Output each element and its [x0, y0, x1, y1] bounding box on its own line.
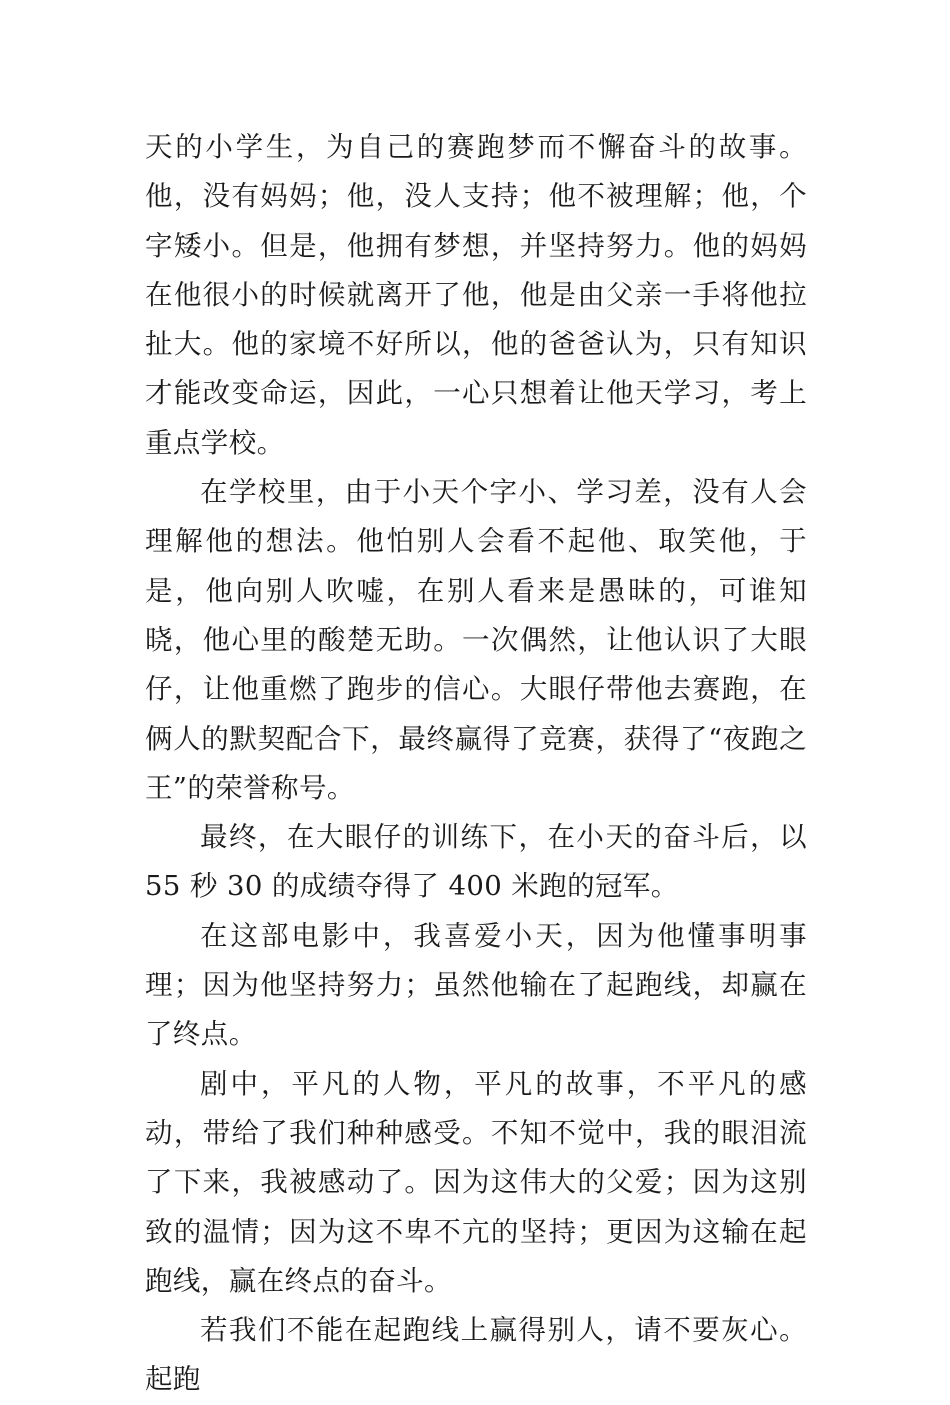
paragraph-2: 在学校里，由于小天个字小、学习差，没有人会理解他的想法。他怕别人会看不起他、取笑他，于是，他向别人吹嘘，在别人看来是愚昧的，可谁知晓，他心里的酸楚无助。一次偶然，让他认识了大眼仔，让他重燃了跑步的信心。大眼仔带他去赛跑，在俩人的默契配合下，最终赢得了竞赛，获得了“夜跑之王”的荣誉称号。: [145, 476, 807, 804]
paragraph-5: 剧中，平凡的人物，平凡的故事，不平凡的感动，带给了我们种种感受。不知不觉中，我的眼泪流了下来，我被感动了。因为这伟大的父爱；因为这别致的温情；因为这不卑不亢的坚持；更因为这输在起跑线，赢在终点的奋斗。: [145, 1067, 807, 1297]
paragraph-4: 在这部电影中，我喜爱小天，因为他懂事明事理；因为他坚持努力；虽然他输在了起跑线，却赢在了终点。: [145, 919, 807, 1051]
paragraph-6: 若我们不能在起跑线上赢得别人，请不要灰心。起跑: [145, 1314, 807, 1396]
article-body: [145, 123, 807, 1405]
paragraph-1: 天的小学生，为自己的赛跑梦而不懈奋斗的故事。他，没有妈妈；他，没人支持；他不被理解；他，个字矮小。但是，他拥有梦想，并坚持努力。他的妈妈在他很小的时候就离开了他，他是由父亲一手将他拉扯大。他的家境不好所以，他的爸爸认为，只有知识才能改变命运，因此，一心只想着让他天学习，考上重点学校。: [145, 131, 807, 459]
paragraph-3: 最终，在大眼仔的训练下，在小天的奋斗后，以 55 秒 30 的成绩夺得了 400 米跑的冠军。: [145, 821, 807, 903]
